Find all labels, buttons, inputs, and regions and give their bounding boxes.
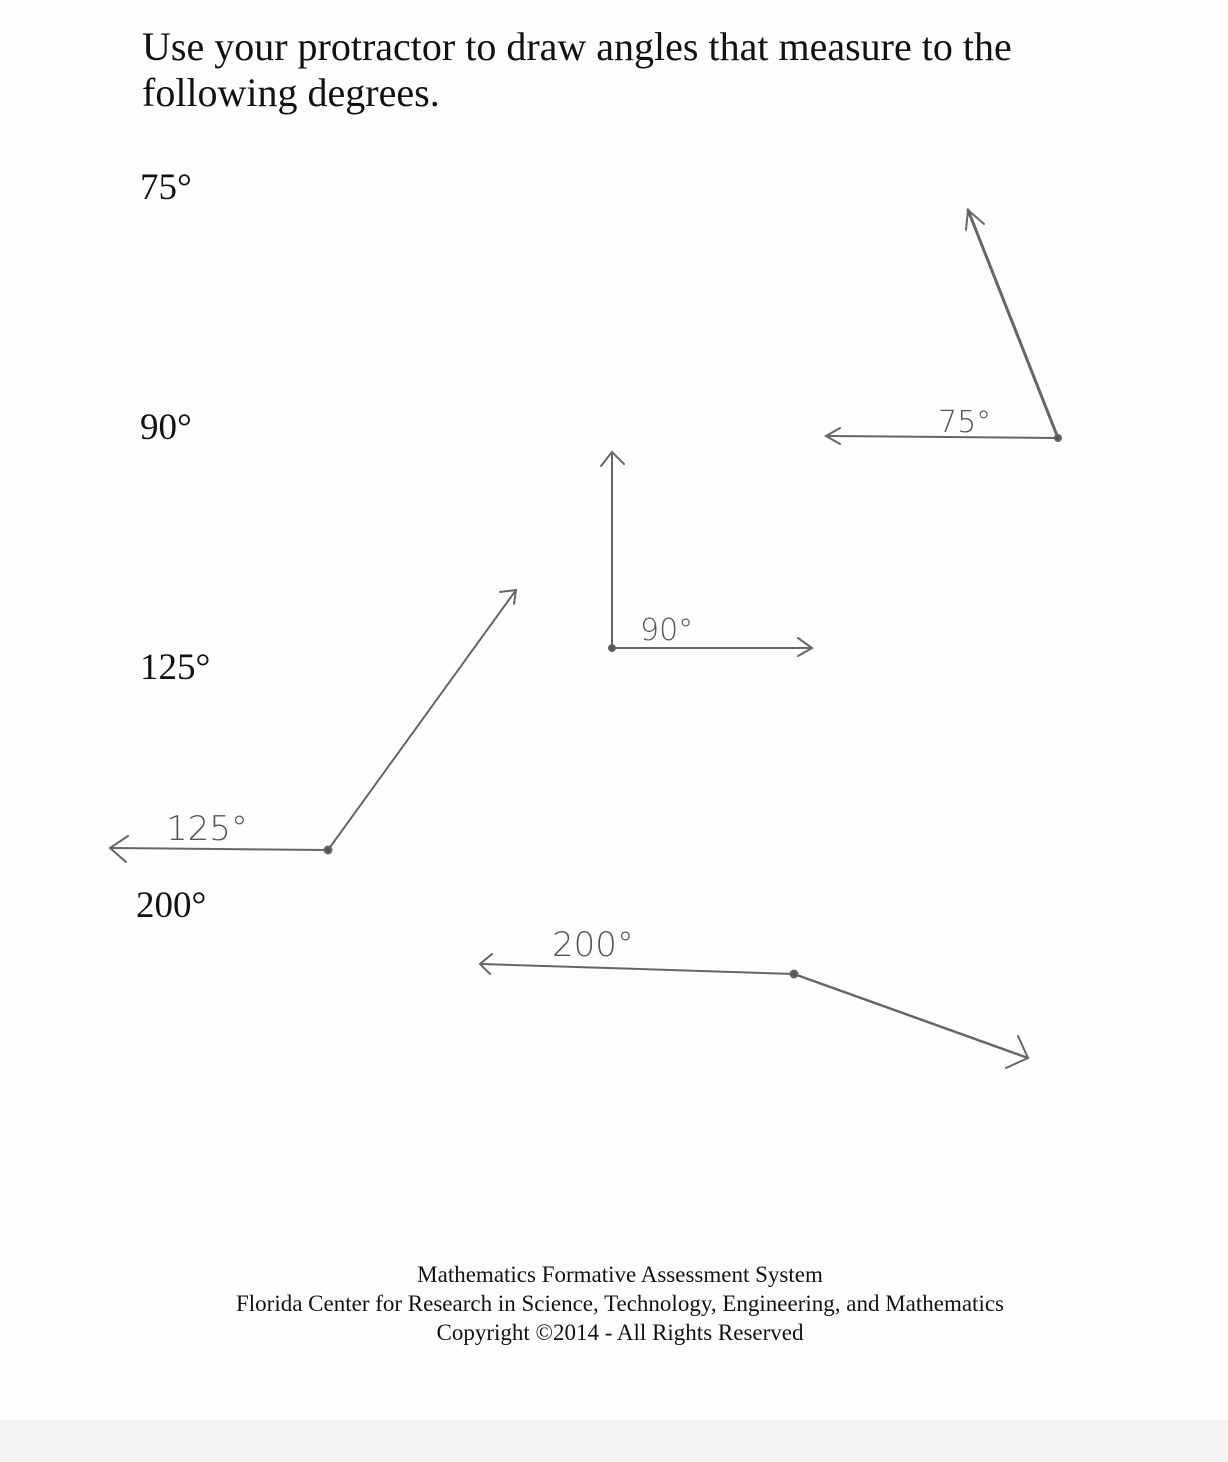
handwritten-label-90: 90° bbox=[640, 613, 694, 648]
prompt-125: 125° bbox=[140, 647, 211, 688]
angle-200-ray-right bbox=[794, 974, 1028, 1058]
handwritten-label-200: 200° bbox=[552, 925, 634, 965]
angle-75-ray-up bbox=[968, 210, 1058, 438]
footer bbox=[0, 1260, 1228, 1347]
footer-line-center: Florida Center for Research in Science, Technology, Engineering, and Mathematics bbox=[235, 1291, 1004, 1316]
angle-125-ray-up bbox=[328, 590, 516, 850]
instructions-text: Use your protractor to draw angles that measure to the following degrees. bbox=[142, 24, 1012, 115]
angle-200-drawing bbox=[480, 954, 1028, 1068]
vertex-dot bbox=[609, 645, 615, 651]
vertex-dot bbox=[325, 847, 332, 854]
scan-margin bbox=[0, 1420, 1228, 1462]
footer-line-copyright: Copyright ©2014 - All Rights Reserved bbox=[436, 1320, 804, 1345]
handwritten-label-75: 75° bbox=[938, 405, 992, 440]
footer-line-system: Mathematics Formative Assessment System bbox=[417, 1262, 823, 1287]
angle-90-drawing bbox=[601, 452, 812, 656]
handwritten-label-125: 125° bbox=[166, 809, 248, 849]
prompt-200: 200° bbox=[136, 885, 207, 926]
prompt-90: 90° bbox=[140, 407, 192, 448]
prompt-75: 75° bbox=[140, 167, 192, 208]
vertex-dot bbox=[791, 971, 798, 978]
vertex-dot bbox=[1055, 435, 1061, 441]
angle-200-ray-left bbox=[482, 964, 794, 974]
